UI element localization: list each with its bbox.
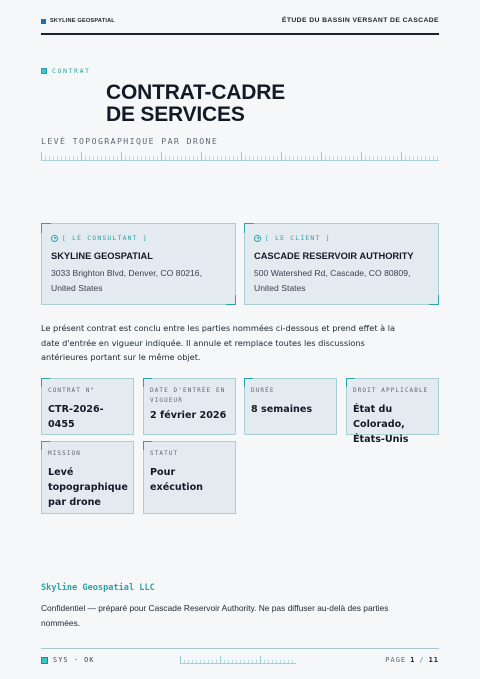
company-name: Skyline Geospatial LLC [41,583,155,593]
corner-bracket [226,295,236,305]
title-line-2: DE SERVICES [106,103,245,126]
system-status [41,656,95,664]
status-text: SYS · OK [53,656,95,664]
cell-value: 8 semaines [251,403,313,415]
cell-label: MISSION [48,450,81,457]
consultant-label: [ LE CONSULTANT ] [51,234,226,242]
page-title [106,82,406,126]
corner-bracket [41,378,50,387]
client-card [244,223,439,305]
cell-value: 2 février 2026 [150,410,227,421]
cell-value: CTR-2026-0455 [48,403,104,430]
cell-value: Pour exécution [150,466,204,493]
corner-bracket [143,378,152,387]
corner-bracket [429,295,439,305]
consultant-name: SKYLINE GEOSPATIAL [51,251,153,261]
corner-bracket [244,223,254,233]
target-icon [51,235,58,242]
tag-label: CONTRAT [52,67,91,75]
document-tag [41,67,91,75]
intro-paragraph: Le présent contrat est conclu entre les parties nommées ci-dessous et prend effet à la date d'entrée en vigueur indiquée. Il annule et remplace toutes les discussions antérieures portant sur le même objet. [41,323,396,363]
corner-bracket [143,441,152,450]
confidential-notice: Confidentiel — préparé pour Cascade Reservoir Authority. Ne pas diffuser au-delà des parties nommées. [41,603,389,628]
brand-name: SKYLINE GEOSPATIAL [50,18,115,24]
header-divider [41,33,439,35]
client-address: 500 Watershed Rd, Cascade, CO 80809, United States [254,268,411,293]
footer-divider [41,648,439,649]
brand-square-icon [41,19,46,24]
page-total: 11 [428,656,439,664]
page-label: PAGE [385,656,407,664]
project-title: ÉTUDE DU BASSIN VERSANT DE CASCADE [281,17,439,24]
mission-cell [41,441,134,514]
cell-label: DROIT APPLICABLE [353,387,429,394]
contract-number-cell [41,378,134,435]
target-icon [254,235,261,242]
corner-bracket [346,378,355,387]
cell-label: DURÉE [251,387,275,394]
title-line-1: CONTRAT-CADRE [106,81,285,104]
page-indicator [385,656,439,664]
consultant-card [41,223,236,305]
brand [41,18,115,24]
status-cell [143,441,236,514]
governing-law-cell [346,378,439,446]
tick-ruler [41,152,439,161]
cell-label: STATUT [150,450,179,457]
status-square-icon [41,657,48,664]
page-current: 1 [410,656,416,664]
footer-tick-ruler [180,656,296,664]
corner-bracket [41,223,51,233]
cell-label: CONTRAT N° [48,387,96,394]
consultant-address: 3033 Brighton Blvd, Denver, CO 80216, United States [51,268,202,293]
tag-square-icon [41,68,47,74]
effective-date-cell [143,378,236,435]
cell-value: État du Colorado, États-Unis [353,403,409,446]
cell-value: Levé topographique par drone [48,466,128,509]
corner-bracket [41,441,50,450]
page-separator: / [419,656,425,664]
page-subtitle: LEVÉ TOPOGRAPHIQUE PAR DRONE [41,136,219,146]
client-label: [ LE CLIENT ] [254,234,429,242]
client-name: CASCADE RESERVOIR AUTHORITY [254,251,414,261]
duration-cell [244,378,337,435]
cell-label: DATE D'ENTRÉE EN VIGUEUR [150,387,226,404]
corner-bracket [244,378,253,387]
